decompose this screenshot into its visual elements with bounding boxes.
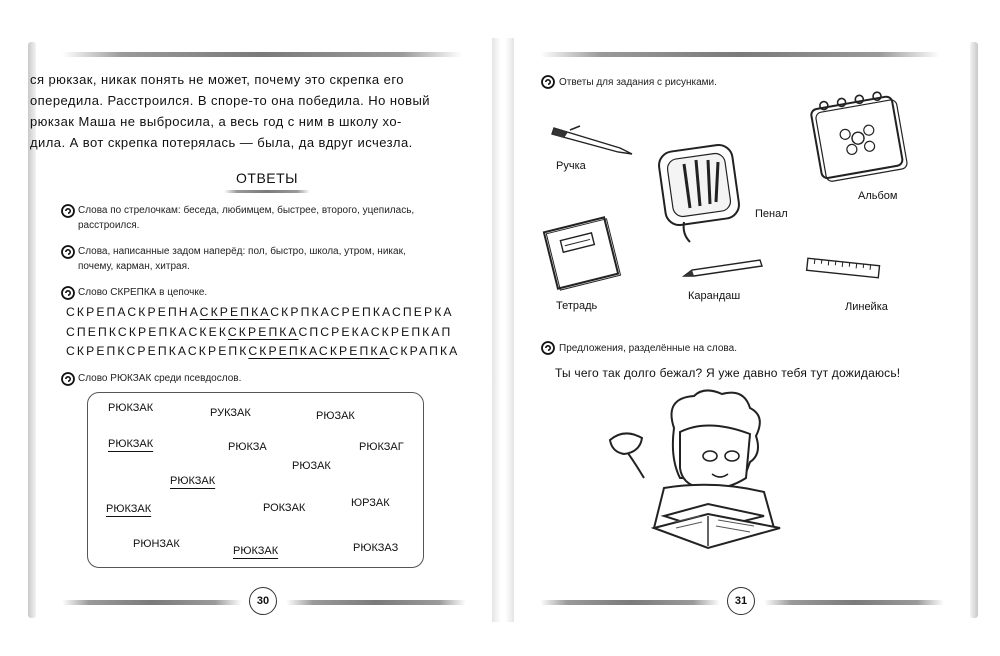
target-word: РЮКЗАК xyxy=(108,438,154,450)
pen-label: Ручка xyxy=(556,160,586,172)
pseudo-word: РЮКЗАЗ xyxy=(353,542,399,554)
chain-match: СКРЕПКА xyxy=(227,325,299,339)
story-line: дила. А вот скрепка потерялась — была, да вдруг исчезла. xyxy=(30,135,413,150)
chain-part: СКРПКАСРЕПКАСПЕРКА xyxy=(270,305,454,319)
book-spine xyxy=(492,38,514,622)
chain-part: СПСРЕКАСКРЕПКАП xyxy=(298,325,453,339)
ruler-label: Линейка xyxy=(845,301,888,313)
spiral-icon xyxy=(61,204,75,218)
answer-4-label: Слово РЮКЗАК среди псевдослов. xyxy=(78,373,242,384)
bottom-divider xyxy=(540,600,720,605)
chain-line xyxy=(66,305,454,319)
album-icon xyxy=(806,88,912,188)
spiral-icon xyxy=(541,341,555,355)
pseudo-word: РЮКЗАК xyxy=(108,402,154,414)
answer-2-text xyxy=(78,244,406,274)
ruler-icon xyxy=(804,256,882,282)
pseudo-word: РЮЗАК xyxy=(316,410,355,422)
pen-icon xyxy=(550,118,636,158)
notebook-icon xyxy=(538,212,624,294)
pseudo-word: РЮКЗА xyxy=(228,441,267,453)
top-divider-left xyxy=(62,52,462,57)
page-number: 31 xyxy=(727,587,755,615)
answer-3-label: Слово СКРЕПКА в цепочке. xyxy=(78,287,208,298)
chain-line xyxy=(66,344,459,358)
bottom-divider xyxy=(286,600,466,605)
sentences-heading: Предложения, разделённые на слова. xyxy=(559,343,737,354)
pencil-icon xyxy=(680,258,764,280)
chain-part: СКРАПКА xyxy=(389,344,460,358)
pseudo-word: РУКЗАК xyxy=(210,407,251,419)
pseudo-word: ЮРЗАК xyxy=(351,497,390,509)
chain-part: СКРЕПКСРЕПКАСКРЕПК xyxy=(66,344,249,358)
chain-part: СКРЕПАСКРЕПНА xyxy=(66,305,200,319)
boy-reading-illustration xyxy=(604,388,814,570)
pictures-heading: Ответы для задания с рисунками. xyxy=(559,77,717,88)
top-divider-right xyxy=(540,52,940,57)
notebook-label: Тетрадь xyxy=(556,300,598,312)
pencil-case-icon xyxy=(656,138,746,246)
pseudo-word: РЮНЗАК xyxy=(133,538,180,550)
story-paragraph xyxy=(30,72,460,156)
answers-heading: ОТВЕТЫ xyxy=(236,170,299,186)
answer-1-text xyxy=(78,203,414,233)
answer-1-line: Слова по стрелочкам: беседа, любимцем, быстрее, второго, уцепилась, xyxy=(78,205,415,216)
spiral-icon xyxy=(61,245,75,259)
pseudo-word: РЮКЗАГ xyxy=(359,441,404,453)
story-line: опередила. Расстроился. В споре-то она победила. Но новый xyxy=(30,93,430,108)
album-label: Альбом xyxy=(858,190,898,202)
answer-1-line: расстроился. xyxy=(78,220,140,231)
chain-line xyxy=(66,325,452,339)
spiral-icon xyxy=(61,372,75,386)
page-number: 30 xyxy=(249,587,277,615)
answers-heading-underline xyxy=(224,190,310,193)
target-word: РЮКЗАК xyxy=(233,545,279,557)
chain-match: СКРЕПКАСКРЕПКА xyxy=(248,344,390,358)
separated-sentence: Ты чего так долго бежал? Я уже давно тебя тут дожидаюсь! xyxy=(555,366,901,380)
chain-match: СКРЕПКА xyxy=(199,305,271,319)
pencil-label: Карандаш xyxy=(688,290,741,302)
pencil-case-label: Пенал xyxy=(755,208,788,220)
target-word: РЮКЗАК xyxy=(106,503,152,515)
pseudo-word: РЮЗАК xyxy=(292,460,331,472)
story-line: ся рюкзак, никак понять не может, почему это скрепка его xyxy=(30,72,404,87)
page-edge-right xyxy=(970,42,978,618)
bottom-divider xyxy=(764,600,944,605)
chain-part: СПЕПКСКРЕПКАСКЕК xyxy=(66,325,228,339)
answer-2-line: почему, карман, хитрая. xyxy=(78,261,190,272)
spiral-icon xyxy=(61,286,75,300)
target-word: РЮКЗАК xyxy=(170,475,216,487)
pseudo-word: РОКЗАК xyxy=(263,502,306,514)
bottom-divider xyxy=(62,600,242,605)
spiral-icon xyxy=(541,75,555,89)
answer-2-line: Слова, написанные задом наперёд: пол, быстро, школа, утром, никак, xyxy=(78,246,406,257)
story-line: рюкзак Маша не выбросила, а весь год с ним в школу хо- xyxy=(30,114,402,129)
